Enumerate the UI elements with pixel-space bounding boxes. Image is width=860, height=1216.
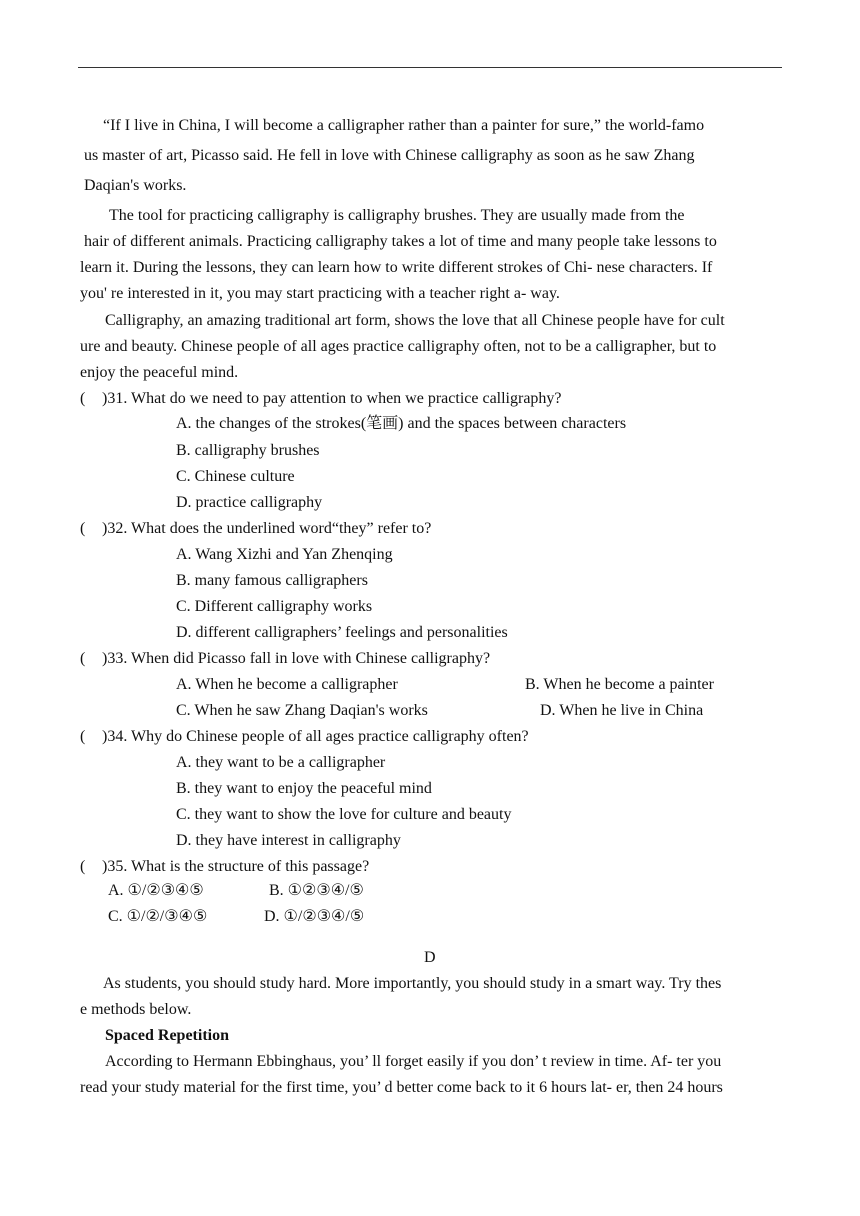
q31-option-a: A. the changes of the strokes(笔画) and the spaces between characters (176, 415, 627, 432)
passage-line: Calligraphy, an amazing traditional art form, shows the love that all Chinese people have for cult (105, 312, 725, 329)
section-heading: Spaced Repetition (105, 1027, 229, 1044)
answer-blank-paren: ( (80, 390, 86, 407)
q31-option-b: B. calligraphy brushes (176, 442, 320, 459)
question-32-stem: )32. What does the underlined word“they” refer to? (102, 520, 432, 537)
passage-line: Daqian's works. (84, 177, 187, 194)
section-intro-line: e methods below. (80, 1001, 192, 1018)
q33-option-b: B. When he become a painter (525, 676, 714, 693)
q34-option-b: B. they want to enjoy the peaceful mind (176, 780, 432, 797)
answer-blank-paren: ( (80, 858, 86, 875)
q35-option-c: C. ①/②/③④⑤ (108, 908, 208, 925)
q33-option-d: D. When he live in China (540, 702, 704, 719)
q32-option-a: A. Wang Xizhi and Yan Zhenqing (176, 546, 393, 563)
passage-line: learn it. During the lessons, they can learn how to write different strokes of Chi- nese characters. If (80, 259, 713, 276)
question-33-stem: )33. When did Picasso fall in love with Chinese calligraphy? (102, 650, 491, 667)
q32-option-d: D. different calligraphers’ feelings and personalities (176, 624, 508, 641)
passage-line: ure and beauty. Chinese people of all ages practice calligraphy often, not to be a calligrapher, but to (80, 338, 717, 355)
q34-option-d: D. they have interest in calligraphy (176, 832, 401, 849)
passage-line: us master of art, Picasso said. He fell in love with Chinese calligraphy as soon as he saw Zhang (84, 147, 695, 164)
q31-option-d: D. practice calligraphy (176, 494, 323, 511)
passage-line: enjoy the peaceful mind. (80, 364, 239, 381)
section-body-line: According to Hermann Ebbinghaus, you’ ll forget easily if you don’ t review in time. Af- ter you (105, 1053, 722, 1070)
passage-line: “If I live in China, I will become a calligrapher rather than a painter for sure,” the world-famo (103, 117, 705, 134)
section-intro-line: As students, you should study hard. More importantly, you should study in a smart way. Try thes (103, 975, 722, 992)
q32-option-c: C. Different calligraphy works (176, 598, 373, 615)
q32-option-b: B. many famous calligraphers (176, 572, 368, 589)
answer-blank-paren: ( (80, 520, 86, 537)
q31-option-c: C. Chinese culture (176, 468, 295, 485)
section-letter: D (424, 949, 436, 966)
q33-option-a: A. When he become a calligrapher (176, 676, 398, 693)
q34-option-a: A. they want to be a calligrapher (176, 754, 386, 771)
q34-option-c: C. they want to show the love for culture and beauty (176, 806, 512, 823)
answer-blank-paren: ( (80, 650, 86, 667)
passage-line: hair of different animals. Practicing calligraphy takes a lot of time and many people take lessons to (84, 233, 717, 250)
answer-blank-paren: ( (80, 728, 86, 745)
q35-option-b: B. ①②③④/⑤ (269, 882, 364, 899)
q35-option-d: D. ①/②③④/⑤ (264, 908, 365, 925)
header-rule (78, 67, 782, 68)
question-35-stem: )35. What is the structure of this passage? (102, 858, 370, 875)
question-31-stem: )31. What do we need to pay attention to when we practice calligraphy? (102, 390, 562, 407)
passage-line: you' re interested in it, you may start practicing with a teacher right a- way. (80, 285, 560, 302)
section-body-line: read your study material for the first time, you’ d better come back to it 6 hours lat- er, then 24 hours (80, 1079, 723, 1096)
q35-option-a: A. ①/②③④⑤ (108, 882, 204, 899)
question-34-stem: )34. Why do Chinese people of all ages practice calligraphy often? (102, 728, 529, 745)
q33-option-c: C. When he saw Zhang Daqian's works (176, 702, 428, 719)
passage-line: The tool for practicing calligraphy is calligraphy brushes. They are usually made from the (109, 207, 685, 224)
